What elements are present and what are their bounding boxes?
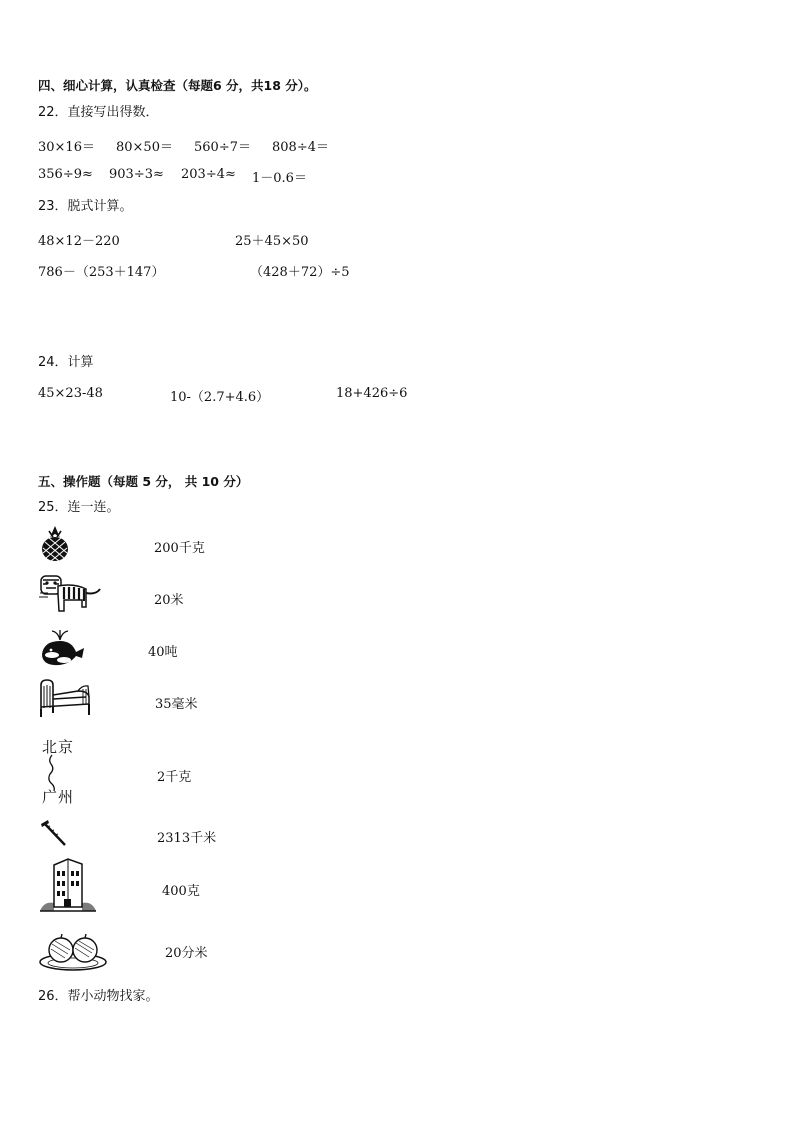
section-4-title: 四、细心计算，认真检查（每题6 分，共18 分）。 bbox=[38, 78, 317, 93]
unit-label: 35毫米 bbox=[155, 697, 198, 712]
calc-item: （428＋72）÷5 bbox=[250, 265, 350, 280]
calc-item: 356÷9≈ bbox=[38, 167, 93, 182]
building-icon bbox=[38, 857, 98, 913]
question-23-label: 23．脱式计算。 bbox=[38, 199, 133, 214]
section-5-title: 五、操作题（每题 5 分， 共 10 分） bbox=[38, 474, 249, 489]
calc-item: 1－0.6＝ bbox=[252, 171, 307, 186]
unit-label: 200千克 bbox=[154, 541, 205, 556]
question-24-label: 24．计算 bbox=[38, 355, 94, 370]
pineapple-icon bbox=[38, 526, 72, 562]
calc-item: 808÷4＝ bbox=[272, 140, 329, 155]
calc-item: 80×50＝ bbox=[116, 140, 173, 155]
calc-item: 25＋45×50 bbox=[235, 234, 309, 249]
beijing-guangzhou-map bbox=[38, 736, 98, 806]
unit-label: 400克 bbox=[162, 884, 200, 899]
whale-icon bbox=[38, 628, 86, 668]
question-25-label: 25．连一连。 bbox=[38, 500, 120, 515]
unit-label: 2千克 bbox=[157, 770, 192, 785]
unit-label: 20米 bbox=[154, 593, 184, 608]
unit-label: 20分米 bbox=[165, 946, 208, 961]
unit-label: 40吨 bbox=[148, 645, 178, 660]
unit-label: 2313千米 bbox=[157, 831, 217, 846]
question-26-label: 26．帮小动物找家。 bbox=[38, 989, 159, 1004]
calc-item: 18+426÷6 bbox=[336, 386, 408, 401]
map-label-beijing: 北京 bbox=[42, 738, 75, 756]
calc-item: 203÷4≈ bbox=[181, 167, 236, 182]
calc-item: 48×12－220 bbox=[38, 234, 120, 249]
map-label-guangzhou: 广州 bbox=[42, 788, 75, 806]
tiger-icon bbox=[38, 573, 102, 615]
calc-item: 45×23-48 bbox=[38, 386, 103, 401]
nail-icon bbox=[38, 818, 70, 848]
calc-item: 30×16＝ bbox=[38, 140, 95, 155]
calc-item: 903÷3≈ bbox=[109, 167, 164, 182]
question-22-label: 22．直接写出得数． bbox=[38, 105, 159, 120]
calc-item: 560÷7＝ bbox=[194, 140, 251, 155]
calc-item: 10-（2.7+4.6） bbox=[170, 390, 270, 405]
bed-icon bbox=[38, 677, 92, 719]
calc-item: 786－（253＋147） bbox=[38, 265, 165, 280]
apples-plate-icon bbox=[38, 930, 108, 972]
